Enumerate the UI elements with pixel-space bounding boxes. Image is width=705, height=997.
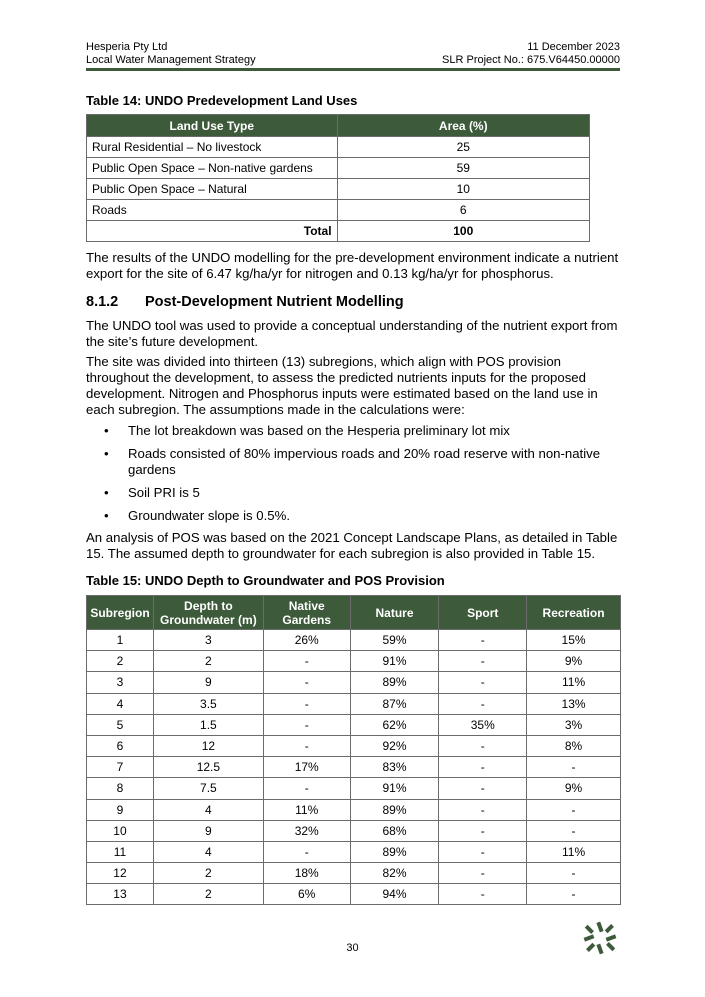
table-cell: 3 <box>153 630 263 651</box>
table-cell: 8% <box>527 735 621 756</box>
table-cell: 4 <box>153 841 263 862</box>
section-title: Post-Development Nutrient Modelling <box>145 294 404 310</box>
table-row <box>87 630 621 651</box>
table-cell: 68% <box>350 820 439 841</box>
table-cell: Roads <box>87 200 338 221</box>
table-cell: 3 <box>87 672 154 693</box>
table-cell: 9 <box>153 672 263 693</box>
table-row <box>87 778 621 799</box>
table15-header-cell: Subregion <box>87 596 154 630</box>
table-cell: 32% <box>263 820 350 841</box>
table14 <box>86 114 590 242</box>
table-row <box>87 158 590 179</box>
table-cell: 12.5 <box>153 757 263 778</box>
table-cell: 4 <box>153 799 263 820</box>
table-cell: 82% <box>350 863 439 884</box>
bullet-icon: • <box>104 508 109 523</box>
table-cell: 35% <box>439 714 527 735</box>
table-cell: 9% <box>527 651 621 672</box>
table-cell: 11% <box>263 799 350 820</box>
table-row <box>87 714 621 735</box>
table15-header-cell: Depth to Groundwater (m) <box>153 596 263 630</box>
table15-header-cell: Nature <box>350 596 439 630</box>
paragraph-undo-tool: The UNDO tool was used to provide a conceptual understanding of the nutrient export from the site’s future development. <box>86 318 618 349</box>
table-row <box>87 884 621 905</box>
table-row <box>87 757 621 778</box>
table-cell: 89% <box>350 672 439 693</box>
bullet-icon: • <box>104 485 109 500</box>
table-cell: 1 <box>87 630 154 651</box>
table-cell: - <box>263 714 350 735</box>
table-cell: - <box>527 863 621 884</box>
table-cell: 4 <box>87 693 154 714</box>
total-value: 100 <box>337 221 589 242</box>
table-cell: 11% <box>527 672 621 693</box>
table-cell: - <box>439 778 527 799</box>
table-row <box>87 672 621 693</box>
table-cell: 6 <box>337 200 589 221</box>
table-cell: - <box>263 693 350 714</box>
table-cell: 6% <box>263 884 350 905</box>
table-cell: 59% <box>350 630 439 651</box>
table-cell: - <box>263 735 350 756</box>
table-cell: 9% <box>527 778 621 799</box>
table15 <box>86 595 621 905</box>
table-cell: - <box>263 651 350 672</box>
total-label: Total <box>87 221 338 242</box>
table-cell: - <box>527 757 621 778</box>
table-cell: 3% <box>527 714 621 735</box>
header-company: Hesperia Pty Ltd <box>86 41 168 53</box>
table-cell: 94% <box>350 884 439 905</box>
table14-header-row <box>87 115 590 137</box>
table-cell: - <box>439 651 527 672</box>
table14-header-cell: Area (%) <box>337 115 589 137</box>
slr-logo-icon <box>582 920 618 956</box>
table-row <box>87 735 621 756</box>
table-cell: - <box>439 630 527 651</box>
table-row <box>87 179 590 200</box>
table-row <box>87 137 590 158</box>
table-cell: 2 <box>153 651 263 672</box>
table-cell: 9 <box>87 799 154 820</box>
table-row <box>87 841 621 862</box>
paragraph-pos-analysis: An analysis of POS was based on the 2021 Concept Landscape Plans, as detailed in Table 15. The assumed depth to groundwater for each subregion is also provided in Table 15. <box>86 530 618 561</box>
table-cell: 12 <box>153 735 263 756</box>
table14-caption: Table 14: UNDO Predevelopment Land Uses <box>86 93 358 108</box>
list-item <box>86 446 620 478</box>
table-cell: 17% <box>263 757 350 778</box>
table-cell: 91% <box>350 651 439 672</box>
table-cell: Public Open Space – Non-native gardens <box>87 158 338 179</box>
table-cell: 13% <box>527 693 621 714</box>
bullet-icon: • <box>104 423 109 438</box>
table-cell: 91% <box>350 778 439 799</box>
table15-caption: Table 15: UNDO Depth to Groundwater and POS Provision <box>86 573 445 588</box>
paragraph-predevelopment-results: The results of the UNDO modelling for the pre-development environment indicate a nutrient export for the site of 6.47 kg/ha/yr for nitrogen and 0.13 kg/ha/yr for phosphorus. <box>86 250 619 281</box>
header-project: SLR Project No.: 675.V64450.00000 <box>442 54 620 66</box>
table-cell: - <box>263 841 350 862</box>
list-item-text: Soil PRI is 5 <box>128 485 200 500</box>
table-row <box>87 863 621 884</box>
table-cell: - <box>527 820 621 841</box>
table-cell: 25 <box>337 137 589 158</box>
list-item-text: Groundwater slope is 0.5%. <box>128 508 290 523</box>
list-item <box>86 423 620 439</box>
table-cell: 7.5 <box>153 778 263 799</box>
table-row <box>87 799 621 820</box>
list-item-text: Roads consisted of 80% impervious roads and 20% road reserve with non-native gardens <box>128 446 601 477</box>
header-divider <box>86 68 620 71</box>
table-cell: 92% <box>350 735 439 756</box>
table-cell: - <box>439 820 527 841</box>
table-cell: 7 <box>87 757 154 778</box>
table-cell: 26% <box>263 630 350 651</box>
table-cell: 12 <box>87 863 154 884</box>
table-cell: - <box>527 799 621 820</box>
table-row <box>87 693 621 714</box>
table-cell: 9 <box>153 820 263 841</box>
section-heading <box>86 294 404 310</box>
table-cell: 89% <box>350 799 439 820</box>
table-cell: - <box>439 735 527 756</box>
table-cell: 62% <box>350 714 439 735</box>
table-cell: - <box>439 693 527 714</box>
list-item <box>86 508 620 524</box>
table-cell: 87% <box>350 693 439 714</box>
page-number: 30 <box>346 942 359 954</box>
table14-total-row <box>87 221 590 242</box>
table-cell: 18% <box>263 863 350 884</box>
table-cell: 83% <box>350 757 439 778</box>
page-header <box>86 41 620 67</box>
table-cell: 59 <box>337 158 589 179</box>
table-cell: 89% <box>350 841 439 862</box>
table-cell: - <box>439 884 527 905</box>
list-item <box>86 485 620 501</box>
table15-header-cell: Sport <box>439 596 527 630</box>
table-row <box>87 200 590 221</box>
table15-header-row <box>87 596 621 630</box>
bullet-icon: • <box>104 446 109 461</box>
table-cell: 2 <box>153 884 263 905</box>
table-cell: - <box>263 672 350 693</box>
table15-header-cell: Recreation <box>527 596 621 630</box>
table-cell: 3.5 <box>153 693 263 714</box>
table-cell: - <box>527 884 621 905</box>
table-cell: - <box>439 863 527 884</box>
table-cell: - <box>439 672 527 693</box>
section-number: 8.1.2 <box>86 294 119 310</box>
table-cell: - <box>439 841 527 862</box>
list-item-text: The lot breakdown was based on the Hesperia preliminary lot mix <box>128 423 510 438</box>
table-row <box>87 820 621 841</box>
table-cell: 13 <box>87 884 154 905</box>
table-cell: 15% <box>527 630 621 651</box>
table15-header-cell: Native Gardens <box>263 596 350 630</box>
table-cell: 2 <box>153 863 263 884</box>
table-cell: 8 <box>87 778 154 799</box>
header-date: 11 December 2023 <box>527 41 620 53</box>
table-cell: 11 <box>87 841 154 862</box>
table-cell: - <box>439 757 527 778</box>
paragraph-subregions: The site was divided into thirteen (13) subregions, which align with POS provision throughout the development, to assess the predicted nutrients inputs for the proposed development. Nitrogen and Phosphorus inputs were estimated based on the land use in each subregion. The assumptions made in the calculations were: <box>86 354 598 417</box>
table-cell: 10 <box>87 820 154 841</box>
table-cell: 1.5 <box>153 714 263 735</box>
table-cell: - <box>263 778 350 799</box>
table-cell: Public Open Space – Natural <box>87 179 338 200</box>
table-cell: 10 <box>337 179 589 200</box>
table-cell: Rural Residential – No livestock <box>87 137 338 158</box>
table-row <box>87 651 621 672</box>
table-cell: 5 <box>87 714 154 735</box>
header-doc-title: Local Water Management Strategy <box>86 54 256 66</box>
table-cell: 6 <box>87 735 154 756</box>
table14-header-cell: Land Use Type <box>87 115 338 137</box>
table-cell: 2 <box>87 651 154 672</box>
table-cell: 11% <box>527 841 621 862</box>
table-cell: - <box>439 799 527 820</box>
